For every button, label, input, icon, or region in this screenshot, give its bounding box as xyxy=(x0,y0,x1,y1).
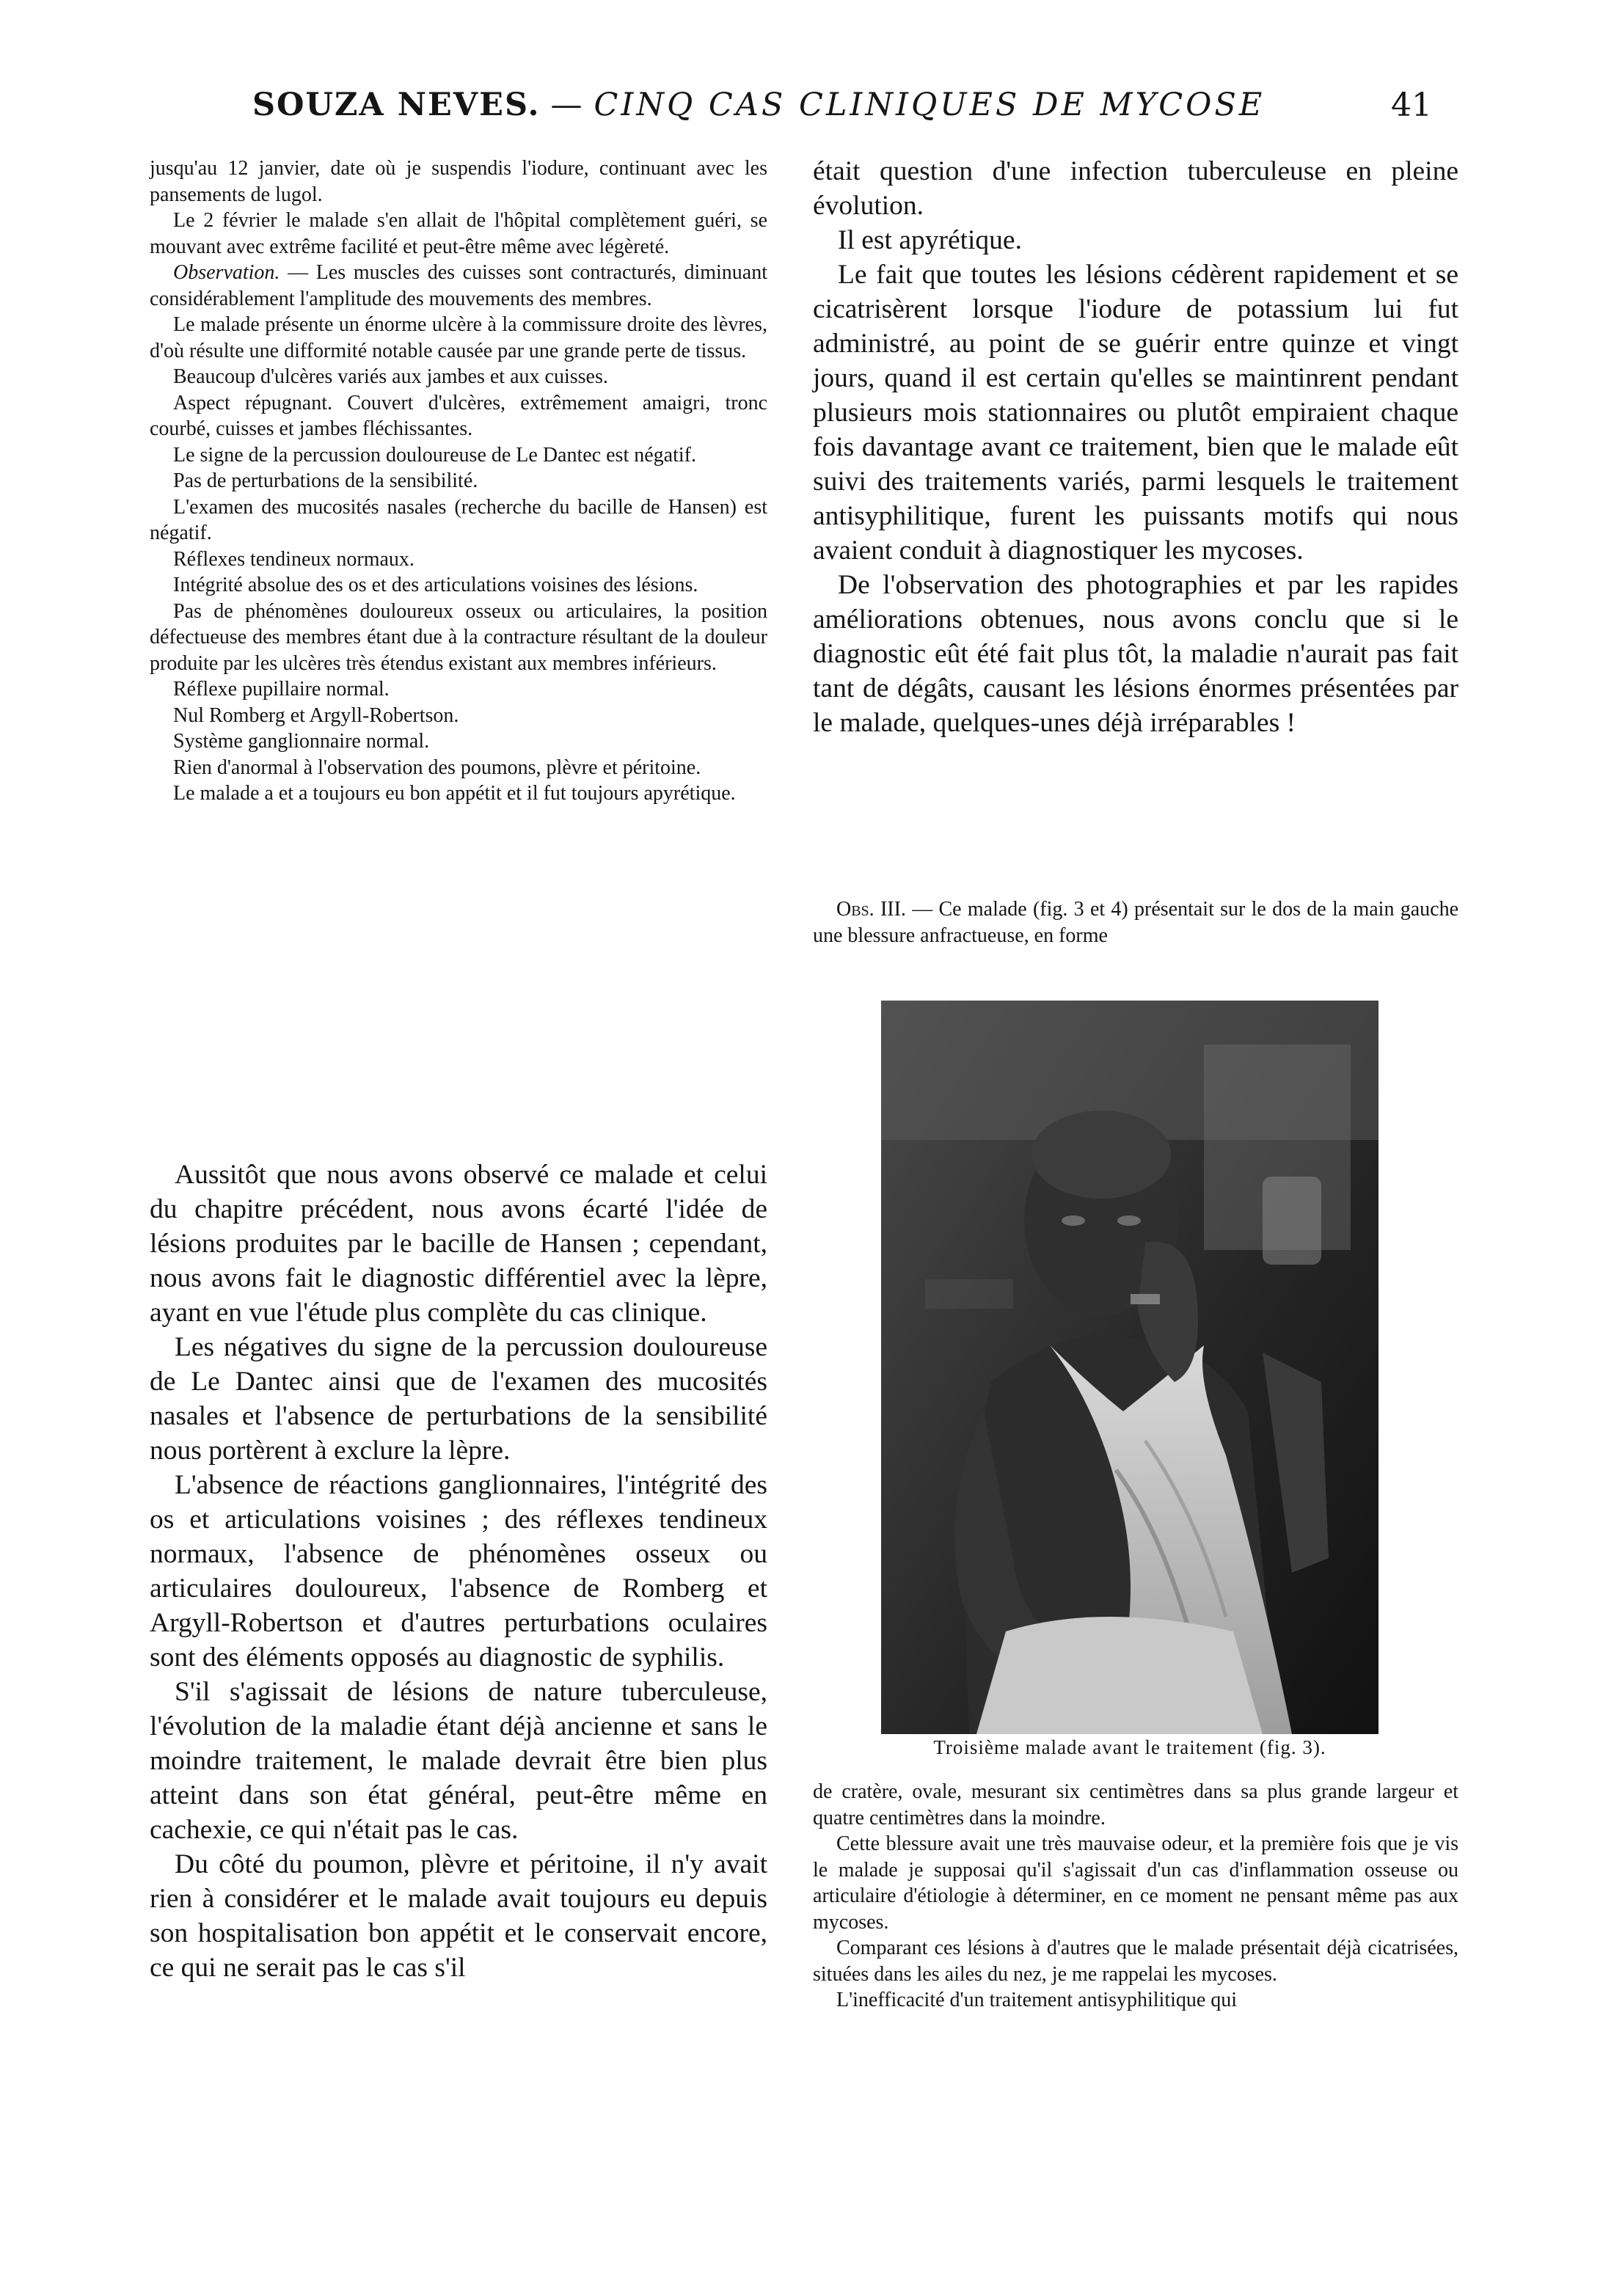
observation-text: Les muscles des cuisses sont contracturés, diminuant considérablement l'amplitude des mouvements des membres. xyxy=(150,261,767,310)
title-dash: — xyxy=(550,87,584,123)
paragraph: Beaucoup d'ulcères variés aux jambes et aux cuisses. xyxy=(173,365,608,388)
observation-dash: — xyxy=(280,261,316,284)
paragraph: Pas de perturbations de la sensibilité. xyxy=(173,469,478,492)
paragraph: L'inefficacité d'un traitement antisyphilitique qui xyxy=(836,1989,1238,2011)
paragraph: Nul Romberg et Argyll-Robertson. xyxy=(173,703,459,727)
paragraph: était question d'une infection tuberculeuse en pleine évolution. xyxy=(813,156,1458,221)
observation-paragraph xyxy=(150,260,767,312)
paragraph: Système ganglionnaire normal. xyxy=(173,730,430,753)
patient-photograph xyxy=(881,1001,1379,1734)
paragraph: S'il s'agissait de lésions de nature tuberculeuse, l'évolution de la maladie étant déjà ancienne et sans le moindre traitement, le malade devrait être bien plus atteint dans son état général, peut-être même en cachexie, ce qui n'était pas le cas. xyxy=(150,1677,767,1845)
paragraph: Le malade a et a toujours eu bon appétit et il fut toujours apyrétique. xyxy=(173,782,736,805)
author-name: SOUZA NEVES. xyxy=(252,87,541,123)
paragraph: Le signe de la percussion douloureuse de Le Dantec est négatif. xyxy=(173,443,696,467)
paragraph: Il est apyrétique. xyxy=(838,225,1022,255)
left-large-text xyxy=(150,1158,767,1985)
running-header xyxy=(252,87,1432,138)
running-title xyxy=(252,87,1265,123)
photograph-image xyxy=(881,1001,1379,1734)
paragraph: Aspect répugnant. Couvert d'ulcères, extrêmement amaigri, tronc courbé, cuisses et jambes fléchissantes. xyxy=(150,391,767,440)
obs3-text: Ce malade (fig. 3 et 4) présentait sur le dos de la main gauche une blessure anfractueuse, en forme xyxy=(813,898,1459,947)
right-large-text xyxy=(813,154,1458,740)
paragraph: Comparant ces lésions à d'autres que le malade présentait déjà cicatrisées, situées dans les ailes du nez, je me rappelai les mycoses. xyxy=(813,1937,1458,1986)
paragraph: De l'observation des photographies et par les rapides améliorations obtenues, nous avons conclu que si le diagnostic eût été fait plus tôt, la maladie n'aurait pas fait tant de dégâts, causant les lésions énormes présentées par le malade, quelques-unes déjà irréparables ! xyxy=(813,570,1458,738)
paragraph: Les négatives du signe de la percussion douloureuse de Le Dantec ainsi que de l'examen des mucosités nasales et l'absence de perturbations de la sensibilité nous portèrent à exclure la lèpre. xyxy=(150,1332,767,1466)
paragraph: L'examen des mucosités nasales (recherche du bacille de Hansen) est négatif. xyxy=(150,495,767,544)
paragraph: Du côté du poumon, plèvre et péritoine, il n'y avait rien à considérer et le malade avait toujours eu depuis son hospitalisation bon appétit et le conservait encore, ce qui ne serait pas le cas s'il xyxy=(150,1849,767,1983)
obs3-label: Obs. III. xyxy=(836,898,906,921)
observation-label: Observation. xyxy=(173,261,280,284)
paragraph: Cette blessure avait une très mauvaise odeur, et la première fois que je vis le malade je supposai qu'il s'agissait d'un cas d'inflammation osseuse ou articulaire d'étiologie à déterminer, en ce moment ne pensant même pas aux mycoses. xyxy=(813,1832,1458,1934)
paragraph: Réflexes tendineux normaux. xyxy=(173,547,415,571)
right-small-text xyxy=(813,1779,1458,2014)
paragraph: Rien d'anormal à l'observation des poumons, plèvre et péritoine. xyxy=(173,756,701,779)
paragraph: Réflexe pupillaire normal. xyxy=(173,678,390,701)
paragraph: Intégrité absolue des os et des articulations voisines des lésions. xyxy=(173,574,698,596)
paragraph: Le 2 février le malade s'en allait de l'hôpital complètement guéri, se mouvant avec extrême facilité et peut-être même avec légèreté. xyxy=(150,209,767,258)
paragraph: de cratère, ovale, mesurant six centimètres dans sa plus grande largeur et quatre centimètres dans la moindre. xyxy=(813,1780,1458,1829)
article-subject: CINQ CAS CLINIQUES DE MYCOSE xyxy=(594,87,1266,123)
left-small-text xyxy=(150,156,767,807)
obs3-intro xyxy=(813,896,1458,948)
paragraph: Pas de phénomènes douloureux osseux ou articulaires, la position défectueuse des membres étant due à la contracture résultant de la douleur produite par les ulcères très étendus existant aux membres inférieurs. xyxy=(150,599,767,675)
paragraph: Le malade présente un énorme ulcère à la commissure droite des lèvres, d'où résulte une difformité notable causée par une grande perte de tissus. xyxy=(150,313,767,362)
paragraph: L'absence de réactions ganglionnaires, l'intégrité des os et articulations voisines ; des réflexes tendineux normaux, l'absence de phénomènes osseux ou articulaires douloureux, l'absence de Romberg et Argyll-Robertson et d'autres perturbations oculaires sont des éléments opposés au diagnostic de syphilis. xyxy=(150,1470,767,1672)
page-number: 41 xyxy=(1391,87,1432,124)
figure-caption: Troisième malade avant le traitement (fig. 3). xyxy=(933,1736,1326,1758)
paragraph: Le fait que toutes les lésions cédèrent rapidement et se cicatrisèrent lorsque l'iodure de potassium lui fut administré, au point de se guérir entre quinze et vingt jours, quand il est certain qu'elles se maintinrent pendant plusieurs mois stationnaires ou plutôt empiraient chaque fois davantage avant ce traitement, bien que le malade eût suivi des traitements variés, parmi lesquels le traitement antisyphilitique, furent les puissants motifs qui nous avaient conduit à diagnostiquer les mycoses. xyxy=(813,260,1458,566)
paragraph: Aussitôt que nous avons observé ce malade et celui du chapitre précédent, nous avons écarté l'idée de lésions produites par le bacille de Hansen ; cependant, nous avons fait le diagnostic différentiel avec la lèpre, ayant en vue l'étude plus complète du cas clinique. xyxy=(150,1160,767,1328)
paragraph: jusqu'au 12 janvier, date où je suspendis l'iodure, continuant avec les pansements de lugol. xyxy=(150,157,767,206)
paragraph: Obs. III. — Ce malade (fig. 3 et 4) présentait sur le dos de la main gauche une blessure anfractueuse, en forme xyxy=(813,898,1459,947)
